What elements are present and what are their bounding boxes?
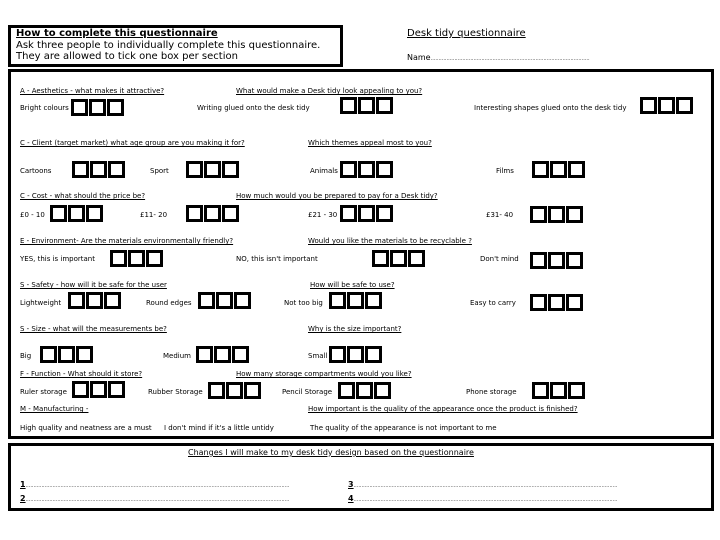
tick-box[interactable] (89, 99, 106, 116)
safety-question: S - Safety - how will it be safe for the user (20, 281, 167, 289)
tick-box[interactable] (128, 250, 145, 267)
tick-box[interactable] (186, 161, 203, 178)
option-price-21-30: £21 - 30 (308, 211, 338, 219)
tick-box[interactable] (358, 97, 375, 114)
option-bright-colours: Bright colours (20, 104, 69, 112)
tick-box[interactable] (566, 206, 583, 223)
option-high-quality: High quality and neatness are a must (20, 424, 152, 432)
change-dots: ...................................................................................................................................................................... (353, 483, 618, 489)
checkbox-group-price-21-30 (340, 205, 394, 222)
change-dots: ...................................................................................................................................................................... (353, 497, 618, 503)
tick-box[interactable] (568, 382, 585, 399)
tick-box[interactable] (550, 161, 567, 178)
checkbox-group-writing-glued (340, 97, 394, 114)
option-phone-storage: Phone storage (466, 388, 517, 396)
name-label: Name (407, 53, 431, 62)
checkbox-group-small (329, 346, 383, 363)
tick-box[interactable] (530, 206, 547, 223)
tick-box[interactable] (338, 382, 355, 399)
checkbox-group-no-not-important (372, 250, 426, 267)
checkbox-group-ruler-storage (72, 381, 126, 398)
checkbox-group-interesting-shapes (640, 97, 694, 114)
tick-box[interactable] (340, 205, 357, 222)
change-number: 3 (348, 480, 354, 489)
tick-box[interactable] (376, 97, 393, 114)
tick-box[interactable] (108, 381, 125, 398)
option-rubber-storage: Rubber Storage (148, 388, 203, 396)
checkbox-group-pencil-storage (338, 382, 392, 399)
change-number: 4 (348, 494, 354, 503)
checkbox-group-lightweight (68, 292, 122, 309)
checkbox-group-bright-colours (71, 99, 125, 116)
tick-box[interactable] (640, 97, 657, 114)
tick-box[interactable] (72, 161, 89, 178)
cost-sub-question: How much would you be prepared to pay for a Desk tidy? (236, 192, 438, 200)
tick-box[interactable] (107, 99, 124, 116)
tick-box[interactable] (68, 205, 85, 222)
option-small: Small (308, 352, 328, 360)
option-ruler-storage: Ruler storage (20, 388, 67, 396)
option-little-untidy: I don't mind if it's a little untidy (164, 424, 274, 432)
client-sub-question: Which themes appeal most to you? (308, 139, 432, 147)
client-question: C - Client (target market) what age group are you making it for? (20, 139, 245, 147)
manufacturing-sub-question: How important is the quality of the appearance once the product is finished? (308, 405, 578, 413)
tick-box[interactable] (390, 250, 407, 267)
tick-box[interactable] (566, 294, 583, 311)
change-line-4[interactable] (348, 486, 658, 505)
tick-box[interactable] (408, 250, 425, 267)
tick-box[interactable] (365, 346, 382, 363)
changes-title: Changes I will make to my desk tidy design based on the questionnaire (188, 448, 474, 457)
tick-box[interactable] (340, 97, 357, 114)
instructions-heading: How to complete this questionnaire (16, 28, 218, 39)
tick-box[interactable] (222, 205, 239, 222)
tick-box[interactable] (204, 161, 221, 178)
tick-box[interactable] (347, 292, 364, 309)
option-price-0-10: £0 - 10 (20, 211, 45, 219)
change-dots: ...................................................................................................................................................................... (25, 483, 290, 489)
checkbox-group-easy-to-carry (530, 294, 584, 311)
tick-box[interactable] (108, 161, 125, 178)
tick-box[interactable] (216, 292, 233, 309)
tick-box[interactable] (530, 252, 547, 269)
tick-box[interactable] (146, 250, 163, 267)
function-sub-question: How many storage compartments would you like? (236, 370, 412, 378)
tick-box[interactable] (340, 161, 357, 178)
tick-box[interactable] (68, 292, 85, 309)
option-films: Films (496, 167, 514, 175)
checkbox-group-big (40, 346, 94, 363)
change-number: 2 (20, 494, 26, 503)
tick-box[interactable] (208, 382, 225, 399)
option-big: Big (20, 352, 32, 360)
tick-box[interactable] (676, 97, 693, 114)
tick-box[interactable] (374, 382, 391, 399)
option-quality-not-important: The quality of the appearance is not important to me (310, 424, 497, 432)
checkbox-group-animals (340, 161, 394, 178)
size-sub-question: Why is the size important? (308, 325, 402, 333)
tick-box[interactable] (358, 205, 375, 222)
tick-box[interactable] (548, 252, 565, 269)
checkbox-group-round-edges (198, 292, 252, 309)
environment-sub-question: Would you like the materials to be recyclable ? (308, 237, 472, 245)
tick-box[interactable] (76, 346, 93, 363)
tick-box[interactable] (71, 99, 88, 116)
option-cartoons: Cartoons (20, 167, 52, 175)
name-field[interactable] (407, 53, 590, 62)
option-lightweight: Lightweight (20, 299, 62, 307)
tick-box[interactable] (204, 205, 221, 222)
tick-box[interactable] (356, 382, 373, 399)
checkbox-group-yes-important (110, 250, 164, 267)
manufacturing-question: M - Manufacturing - (20, 405, 89, 413)
checkbox-group-cartoons (72, 161, 126, 178)
tick-box[interactable] (232, 346, 249, 363)
tick-box[interactable] (658, 97, 675, 114)
tick-box[interactable] (566, 252, 583, 269)
tick-box[interactable] (548, 294, 565, 311)
option-sport: Sport (150, 167, 169, 175)
tick-box[interactable] (376, 161, 393, 178)
checkbox-group-price-0-10 (50, 205, 104, 222)
name-dots: .................................................................................................... (430, 56, 590, 62)
option-price-31-40: £31- 40 (486, 211, 514, 219)
option-animals: Animals (310, 167, 338, 175)
option-round-edges: Round edges (146, 299, 192, 307)
tick-box[interactable] (365, 292, 382, 309)
safety-sub-question: How will be safe to use? (310, 281, 395, 289)
option-yes-important: YES, this is important (20, 255, 95, 263)
checkbox-group-not-too-big (329, 292, 383, 309)
tick-box[interactable] (532, 161, 549, 178)
aesthetics-question: A - Aesthetics - what makes it attractive? (20, 87, 165, 95)
option-not-too-big: Not too big (284, 299, 323, 307)
checkbox-group-dont-mind (530, 252, 584, 269)
tick-box[interactable] (90, 161, 107, 178)
tick-box[interactable] (548, 206, 565, 223)
change-dots: ...................................................................................................................................................................... (25, 497, 290, 503)
tick-box[interactable] (347, 346, 364, 363)
tick-box[interactable] (72, 381, 89, 398)
cost-question: C - Cost - what should the price be? (20, 192, 146, 200)
checkbox-group-rubber-storage (208, 382, 262, 399)
option-interesting-shapes: Interesting shapes glued onto the desk tidy (474, 104, 627, 112)
instructions-line-2: They are allowed to tick one box per section (16, 51, 238, 62)
checkbox-group-medium (196, 346, 250, 363)
tick-box[interactable] (86, 292, 103, 309)
function-question: F - Function - What should it store? (20, 370, 143, 378)
environment-question: E - Environment- Are the materials environmentally friendly? (20, 237, 234, 245)
tick-box[interactable] (532, 382, 549, 399)
tick-box[interactable] (530, 294, 547, 311)
aesthetics-sub-question: What would make a Desk tidy look appealing to you? (236, 87, 423, 95)
tick-box[interactable] (550, 382, 567, 399)
checkbox-group-films (532, 161, 586, 178)
tick-box[interactable] (372, 250, 389, 267)
tick-box[interactable] (58, 346, 75, 363)
tick-box[interactable] (198, 292, 215, 309)
change-line-2[interactable] (20, 486, 330, 505)
tick-box[interactable] (186, 205, 203, 222)
size-question: S - Size - what will the measurements be? (20, 325, 167, 333)
tick-box[interactable] (40, 346, 57, 363)
tick-box[interactable] (358, 161, 375, 178)
change-number: 1 (20, 480, 26, 489)
checkbox-group-price-31-40 (530, 206, 584, 223)
tick-box[interactable] (329, 292, 346, 309)
tick-box[interactable] (226, 382, 243, 399)
checkbox-group-price-11-20 (186, 205, 240, 222)
tick-box[interactable] (110, 250, 127, 267)
option-pencil-storage: Pencil Storage (282, 388, 333, 396)
option-no-not-important: NO, this isn't important (236, 255, 318, 263)
tick-box[interactable] (568, 161, 585, 178)
option-price-11-20: £11- 20 (140, 211, 168, 219)
tick-box[interactable] (50, 205, 67, 222)
tick-box[interactable] (104, 292, 121, 309)
option-medium: Medium (163, 352, 191, 360)
checkbox-group-sport (186, 161, 240, 178)
instructions-line-1: Ask three people to individually complete this questionnaire. (16, 40, 321, 51)
tick-box[interactable] (222, 161, 239, 178)
tick-box[interactable] (234, 292, 251, 309)
tick-box[interactable] (376, 205, 393, 222)
tick-box[interactable] (90, 381, 107, 398)
tick-box[interactable] (196, 346, 213, 363)
page-title: Desk tidy questionnaire (407, 28, 526, 39)
option-dont-mind: Don't mind (480, 255, 519, 263)
option-easy-to-carry: Easy to carry (470, 299, 516, 307)
tick-box[interactable] (329, 346, 346, 363)
option-writing-glued: Writing glued onto the desk tidy (197, 104, 310, 112)
tick-box[interactable] (86, 205, 103, 222)
checkbox-group-phone-storage (532, 382, 586, 399)
tick-box[interactable] (214, 346, 231, 363)
tick-box[interactable] (244, 382, 261, 399)
